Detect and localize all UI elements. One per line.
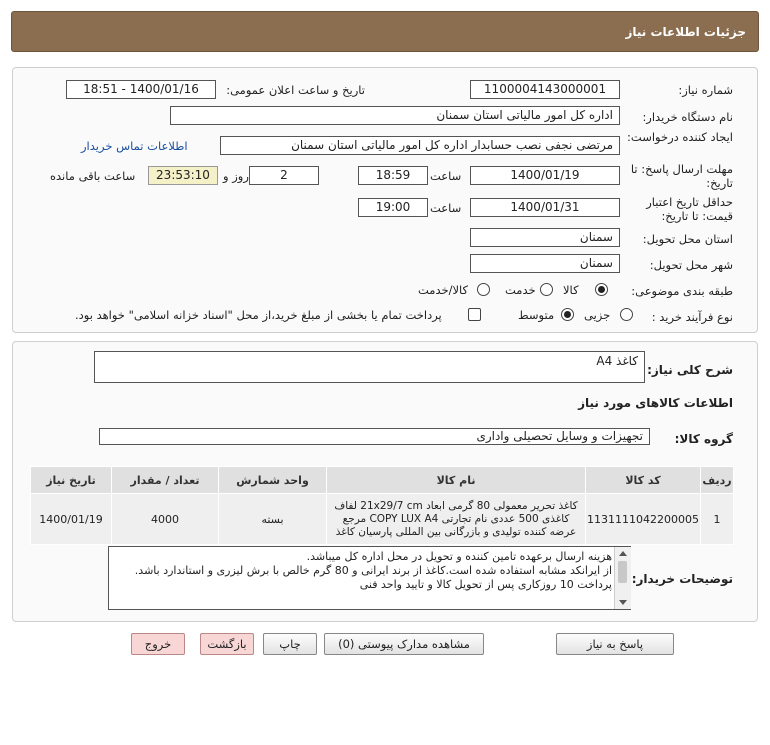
category-option-both: کالا/خدمت	[418, 283, 469, 297]
announce-field: 1400/01/16 - 18:51	[66, 80, 216, 99]
treasury-payment-note: پرداخت تمام یا بخشی از مبلغ خرید،از محل "اسناد خزانه اسلامی" خواهد بود.	[75, 308, 442, 322]
category-radio-goods[interactable]	[595, 283, 608, 296]
requester-field: مرتضی نجفی نصب حسابدار اداره کل امور مالیاتی استان سمنان	[220, 136, 620, 155]
province-label: استان محل تحویل:	[642, 232, 733, 246]
buyer-org-field: اداره کل امور مالیاتی استان سمنان	[170, 106, 620, 125]
validity-time-field: 19:00	[358, 198, 428, 217]
col-qty: تعداد / مقدار	[112, 467, 219, 494]
days-label: روز و	[223, 169, 249, 183]
col-code: کد کالا	[586, 467, 701, 494]
city-field: سمنان	[470, 254, 620, 273]
cell-name: کاغذ تحریر معمولی 80 گرمی ابعاد 21x29/7 cm لفاف کاغذی 500 عددی نام تجارتی COPY LUX A4 مرجع عرضه کننده تولیدی و بازرگانی بین المللی پارسیان کاغذ	[327, 494, 586, 545]
table-header-row	[31, 467, 734, 494]
back-button[interactable]: بازگشت	[200, 633, 254, 655]
col-date: تاریخ نیاز	[31, 467, 112, 494]
scroll-up-icon[interactable]	[619, 551, 627, 556]
buyer-notes-line-3: پرداخت 10 روزکاری پس از تحویل کالا و تایید واحد فنی	[359, 578, 612, 591]
cell-qty: 4000	[112, 494, 219, 545]
exit-button[interactable]: خروج	[131, 633, 185, 655]
validity-label: حداقل تاریخ اعتبار قیمت: تا تاریخ:	[646, 195, 733, 223]
reply-button[interactable]: پاسخ به نیاز	[556, 633, 674, 655]
need-number-label: شماره نیاز:	[678, 83, 733, 97]
category-radio-service[interactable]	[540, 283, 553, 296]
deadline-date-field: 1400/01/19	[470, 166, 620, 185]
deadline-time-field: 18:59	[358, 166, 428, 185]
buyer-notes-line-2: از ایرانکد مشابه استفاده شده است.کاغذ از برند ایرانی و 80 گرم خالص با برش لیزری و استاندارد باشد.	[134, 564, 612, 577]
print-button[interactable]: چاپ	[263, 633, 317, 655]
province-field: سمنان	[470, 228, 620, 247]
items-section-title: اطلاعات کالاهای مورد نیاز	[578, 396, 733, 410]
summary-label: شرح کلی نیاز:	[647, 363, 733, 377]
process-label: نوع فرآیند خرید :	[651, 310, 733, 324]
process-radio-medium[interactable]	[561, 308, 574, 321]
page-header	[11, 11, 759, 52]
cell-row: 1	[701, 494, 734, 545]
category-option-service: خدمت	[505, 283, 536, 297]
scroll-thumb[interactable]	[618, 561, 627, 583]
city-label: شهر محل تحویل:	[649, 258, 733, 272]
process-option-medium: متوسط	[518, 308, 555, 322]
validity-date-field: 1400/01/31	[470, 198, 620, 217]
summary-field: کاغذ A4	[94, 351, 645, 383]
buyer-org-label: نام دستگاه خریدار:	[642, 110, 733, 124]
buyer-notes-label: توضیحات خریدار:	[631, 572, 733, 586]
validity-time-label: ساعت	[430, 201, 462, 215]
treasury-payment-checkbox[interactable]	[468, 308, 481, 321]
cell-code: 1131111042200005	[586, 494, 701, 545]
attachments-button[interactable]: مشاهده مدارک پیوستی (0)	[324, 633, 484, 655]
col-name: نام کالا	[327, 467, 586, 494]
cell-date: 1400/01/19	[31, 494, 112, 545]
announce-label: تاریخ و ساعت اعلان عمومی:	[226, 83, 365, 97]
remaining-label: ساعت باقی مانده	[50, 169, 136, 183]
need-number-field: 1100004143000001	[470, 80, 620, 99]
process-option-minor: جزیی	[584, 308, 611, 322]
remaining-time-field: 23:53:10	[148, 166, 218, 185]
deadline-label: مهلت ارسال پاسخ: تا تاریخ:	[630, 162, 733, 190]
deadline-time-label: ساعت	[430, 169, 462, 183]
buyer-notes-line-1: هزینه ارسال برعهده تامین کننده و تحویل در محل اداره کل میباشد.	[306, 550, 612, 563]
requester-label: ایجاد کننده درخواست:	[627, 130, 733, 144]
group-field: تجهیزات و وسایل تحصیلی واداری	[99, 428, 650, 445]
category-radio-both[interactable]	[477, 283, 490, 296]
group-label: گروه کالا:	[674, 432, 733, 446]
category-option-goods: کالا	[563, 283, 579, 297]
table-row	[31, 494, 734, 545]
items-table	[30, 466, 734, 545]
page-title: جزئیات اطلاعات نیاز	[625, 25, 746, 39]
cell-unit: بسته	[219, 494, 327, 545]
process-radio-minor[interactable]	[620, 308, 633, 321]
category-label: طبقه بندی موضوعی:	[631, 284, 733, 298]
notes-scrollbar[interactable]	[614, 547, 631, 609]
col-unit: واحد شمارش	[219, 467, 327, 494]
buyer-notes-textarea[interactable]	[108, 546, 631, 610]
contact-info-link[interactable]: اطلاعات تماس خریدار	[81, 139, 188, 153]
scroll-down-icon[interactable]	[619, 600, 627, 605]
days-field: 2	[249, 166, 319, 185]
col-row: ردیف	[701, 467, 734, 494]
